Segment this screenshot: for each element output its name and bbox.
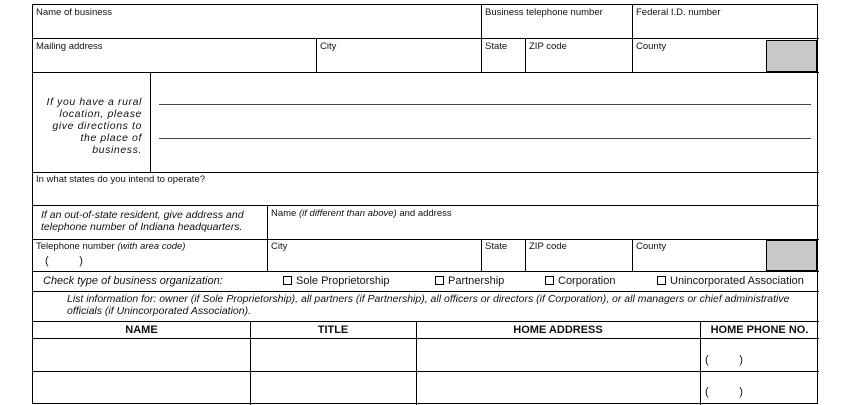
office-use-shaded-box-2 — [766, 240, 817, 271]
hq-city-field[interactable] — [267, 239, 481, 271]
table-row-1-phone-parens: ( ) — [705, 354, 743, 366]
partnership-option[interactable]: Partnership — [435, 275, 504, 287]
name-of-business-field[interactable] — [33, 5, 481, 38]
table-header-home-phone: HOME PHONE NO. — [710, 324, 809, 336]
table-row-2-address[interactable] — [416, 372, 700, 404]
zip-code-label: ZIP code — [529, 41, 567, 52]
sole-proprietorship-checkbox[interactable] — [283, 276, 292, 285]
sole-proprietorship-option[interactable]: Sole Proprietorship — [283, 275, 390, 287]
business-registration-form — [32, 4, 818, 404]
hq-zip-code-label: ZIP code — [529, 241, 567, 252]
table-header-title: TITLE — [317, 324, 349, 336]
federal-id-field[interactable] — [632, 5, 819, 38]
hq-telephone-parens: ( ) — [45, 255, 83, 267]
hq-county-label: County — [636, 241, 667, 252]
table-row-2-name[interactable] — [33, 372, 250, 404]
office-use-shaded-box — [766, 40, 817, 72]
zip-code-field[interactable] — [525, 38, 632, 72]
table-header-home-address: HOME ADDRESS — [513, 324, 603, 336]
county-field[interactable] — [632, 38, 766, 72]
name-of-business-label: Name of business — [36, 7, 113, 18]
unincorporated-association-option[interactable]: Unincorporated Association — [657, 275, 804, 287]
states-operate-label: In what states do you intend to operate? — [36, 174, 206, 185]
hq-state-field[interactable] — [481, 239, 525, 271]
business-telephone-label: Business telephone number — [485, 7, 603, 18]
hq-name-address-field[interactable] — [267, 205, 819, 239]
hq-city-label: City — [271, 241, 288, 252]
table-row-2-title[interactable] — [250, 372, 416, 404]
county-label: County — [636, 41, 667, 52]
unincorporated-association-checkbox[interactable] — [657, 276, 666, 285]
out-of-state-instruction: If an out-of-state resident, give address and telephone number of Indiana headquarters. — [41, 209, 244, 233]
city-field[interactable] — [316, 38, 481, 72]
organization-type-prompt: Check type of business organization: — [43, 275, 223, 287]
table-row-1-name[interactable] — [33, 339, 250, 371]
federal-id-label: Federal I.D. number — [636, 7, 721, 18]
corporation-option[interactable]: Corporation — [545, 275, 615, 287]
partnership-checkbox[interactable] — [435, 276, 444, 285]
list-information-instruction: List information for: owner (if Sole Proprietorship), all partners (if Partnership), all officers or directors (if Corporation), or all managers or chief administrative officials (if Unincorporated Association). — [67, 293, 790, 317]
directions-line-1[interactable] — [159, 104, 811, 105]
hq-name-address-label: Name (if different than above) and address — [271, 208, 452, 219]
table-row-1-title[interactable] — [250, 339, 416, 371]
rural-directions-label: If you have a rural location, please give directions to the place of business. — [33, 72, 151, 172]
business-telephone-field[interactable] — [481, 5, 632, 38]
corporation-checkbox[interactable] — [545, 276, 554, 285]
state-label: State — [485, 41, 508, 52]
hq-telephone-field[interactable] — [33, 239, 267, 271]
table-row-2-phone-parens: ( ) — [705, 386, 743, 398]
hq-state-label: State — [485, 241, 508, 252]
city-label: City — [320, 41, 337, 52]
table-header-name: NAME — [125, 324, 158, 336]
mailing-address-field[interactable] — [33, 38, 316, 72]
state-field[interactable] — [481, 38, 525, 72]
hq-telephone-label: Telephone number (with area code) — [36, 241, 186, 252]
states-operate-field[interactable] — [33, 172, 819, 205]
hq-zip-code-field[interactable] — [525, 239, 632, 271]
organization-type-row — [33, 274, 819, 290]
mailing-address-label: Mailing address — [36, 41, 103, 52]
directions-line-2[interactable] — [159, 138, 811, 139]
table-row-1-address[interactable] — [416, 339, 700, 371]
hq-county-field[interactable] — [632, 239, 766, 271]
